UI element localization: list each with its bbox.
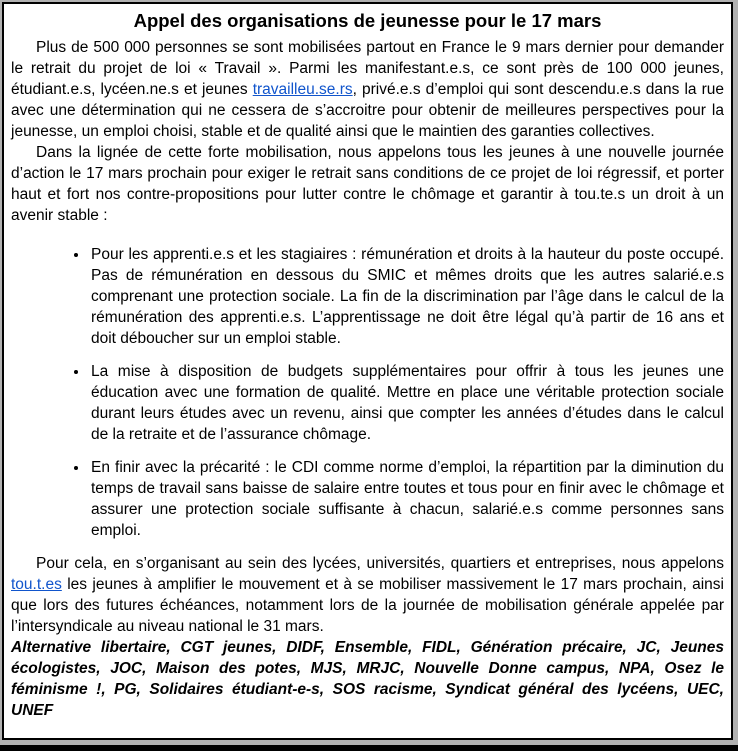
link-toutes[interactable]: tou.t.es <box>11 576 62 593</box>
demands-list <box>11 244 724 541</box>
document-frame <box>2 2 733 740</box>
list-item: • La mise à disposition de budgets supplémentaires pour offrir à tous les jeunes une éducation avec une formation de qualité. Mettre en place une véritable protection sociale durant leurs études avec un revenu, ainsi que compter les années d’études dans le calcul de la retraite et de l’assurance chômage. <box>89 361 724 445</box>
document-title: Appel des organisations de jeunesse pour le 17 mars <box>133 10 602 31</box>
paragraph-closing: Pour cela, en s’organisant au sein des lycées, universités, quartiers et entreprises, nous appelons tou.t.es les jeunes à amplifier le mouvement et à se mobiliser massivement le 17 mars prochain, ainsi que lors des futures échéances, notamment lors de la journée de mobilisation générale appelée par l’intersyndicale au niveau national le 31 mars. <box>11 555 724 635</box>
list-item: • Pour les apprenti.e.s et les stagiaires : rémunération et droits à la hauteur du poste occupé. Pas de rémunération en dessous du SMIC et mêmes droits que les autres salarié.e.s comprenant une protection sociale. La fin de la discrimination par l’âge dans le calcul de la rémunération des apprenti.e.s. L’apprentissage ne doit être légal qu’à partir de 16 ans et doit déboucher sur un emploi stable. <box>89 244 724 349</box>
signatories-list: Alternative libertaire, CGT jeunes, DIDF, Ensemble, FIDL, Génération précaire, JC, Jeunes écologistes, JOC, Maison des potes, MJS, MRJC, Nouvelle Donne campus, NPA, Osez le féminisme !, PG, Solidaires étudiant-e-s, SOS racisme, Syndicat général des lycéens, UEC, UNEF <box>11 639 724 719</box>
bottom-edge-bar <box>0 745 738 751</box>
list-item: • En finir avec la précarité : le CDI comme norme d’emploi, la répartition par la diminution du temps de travail sans baisse de salaire entre toutes et tous pour en finir avec le chômage et assurer une protection sociale suffisante à chacun, salarié.e.s comme personnes sans emploi. <box>89 457 724 541</box>
paragraph-call-to-action: Dans la lignée de cette forte mobilisation, nous appelons tous les jeunes à une nouvelle journée d’action le 17 mars prochain pour exiger le retrait sans conditions de ce projet de loi régressif, et porter haut et fort nos contre-propositions pour lutter contre le chômage et garantir à tou.te.s un droit à un avenir stable : <box>11 144 724 224</box>
link-travailleuses[interactable]: travailleu.se.rs <box>252 81 353 98</box>
paragraph-intro: Plus de 500 000 personnes se sont mobilisées partout en France le 9 mars dernier pour demander le retrait du projet de loi « Travail ». Parmi les manifestant.e.s, ce sont près de 100 000 jeunes, étudiant.e.s, lycéen.ne.s et jeunes travailleu.se.rs, privé.e.s d’emploi qui sont descendu.e.s dans la rue avec une détermination qui ne cessera de s’accroitre pour obtenir de meilleures perspectives pour la jeunesse, un emploi choisi, stable et de qualité ainsi que le maintien des garanties collectives. <box>11 39 724 140</box>
